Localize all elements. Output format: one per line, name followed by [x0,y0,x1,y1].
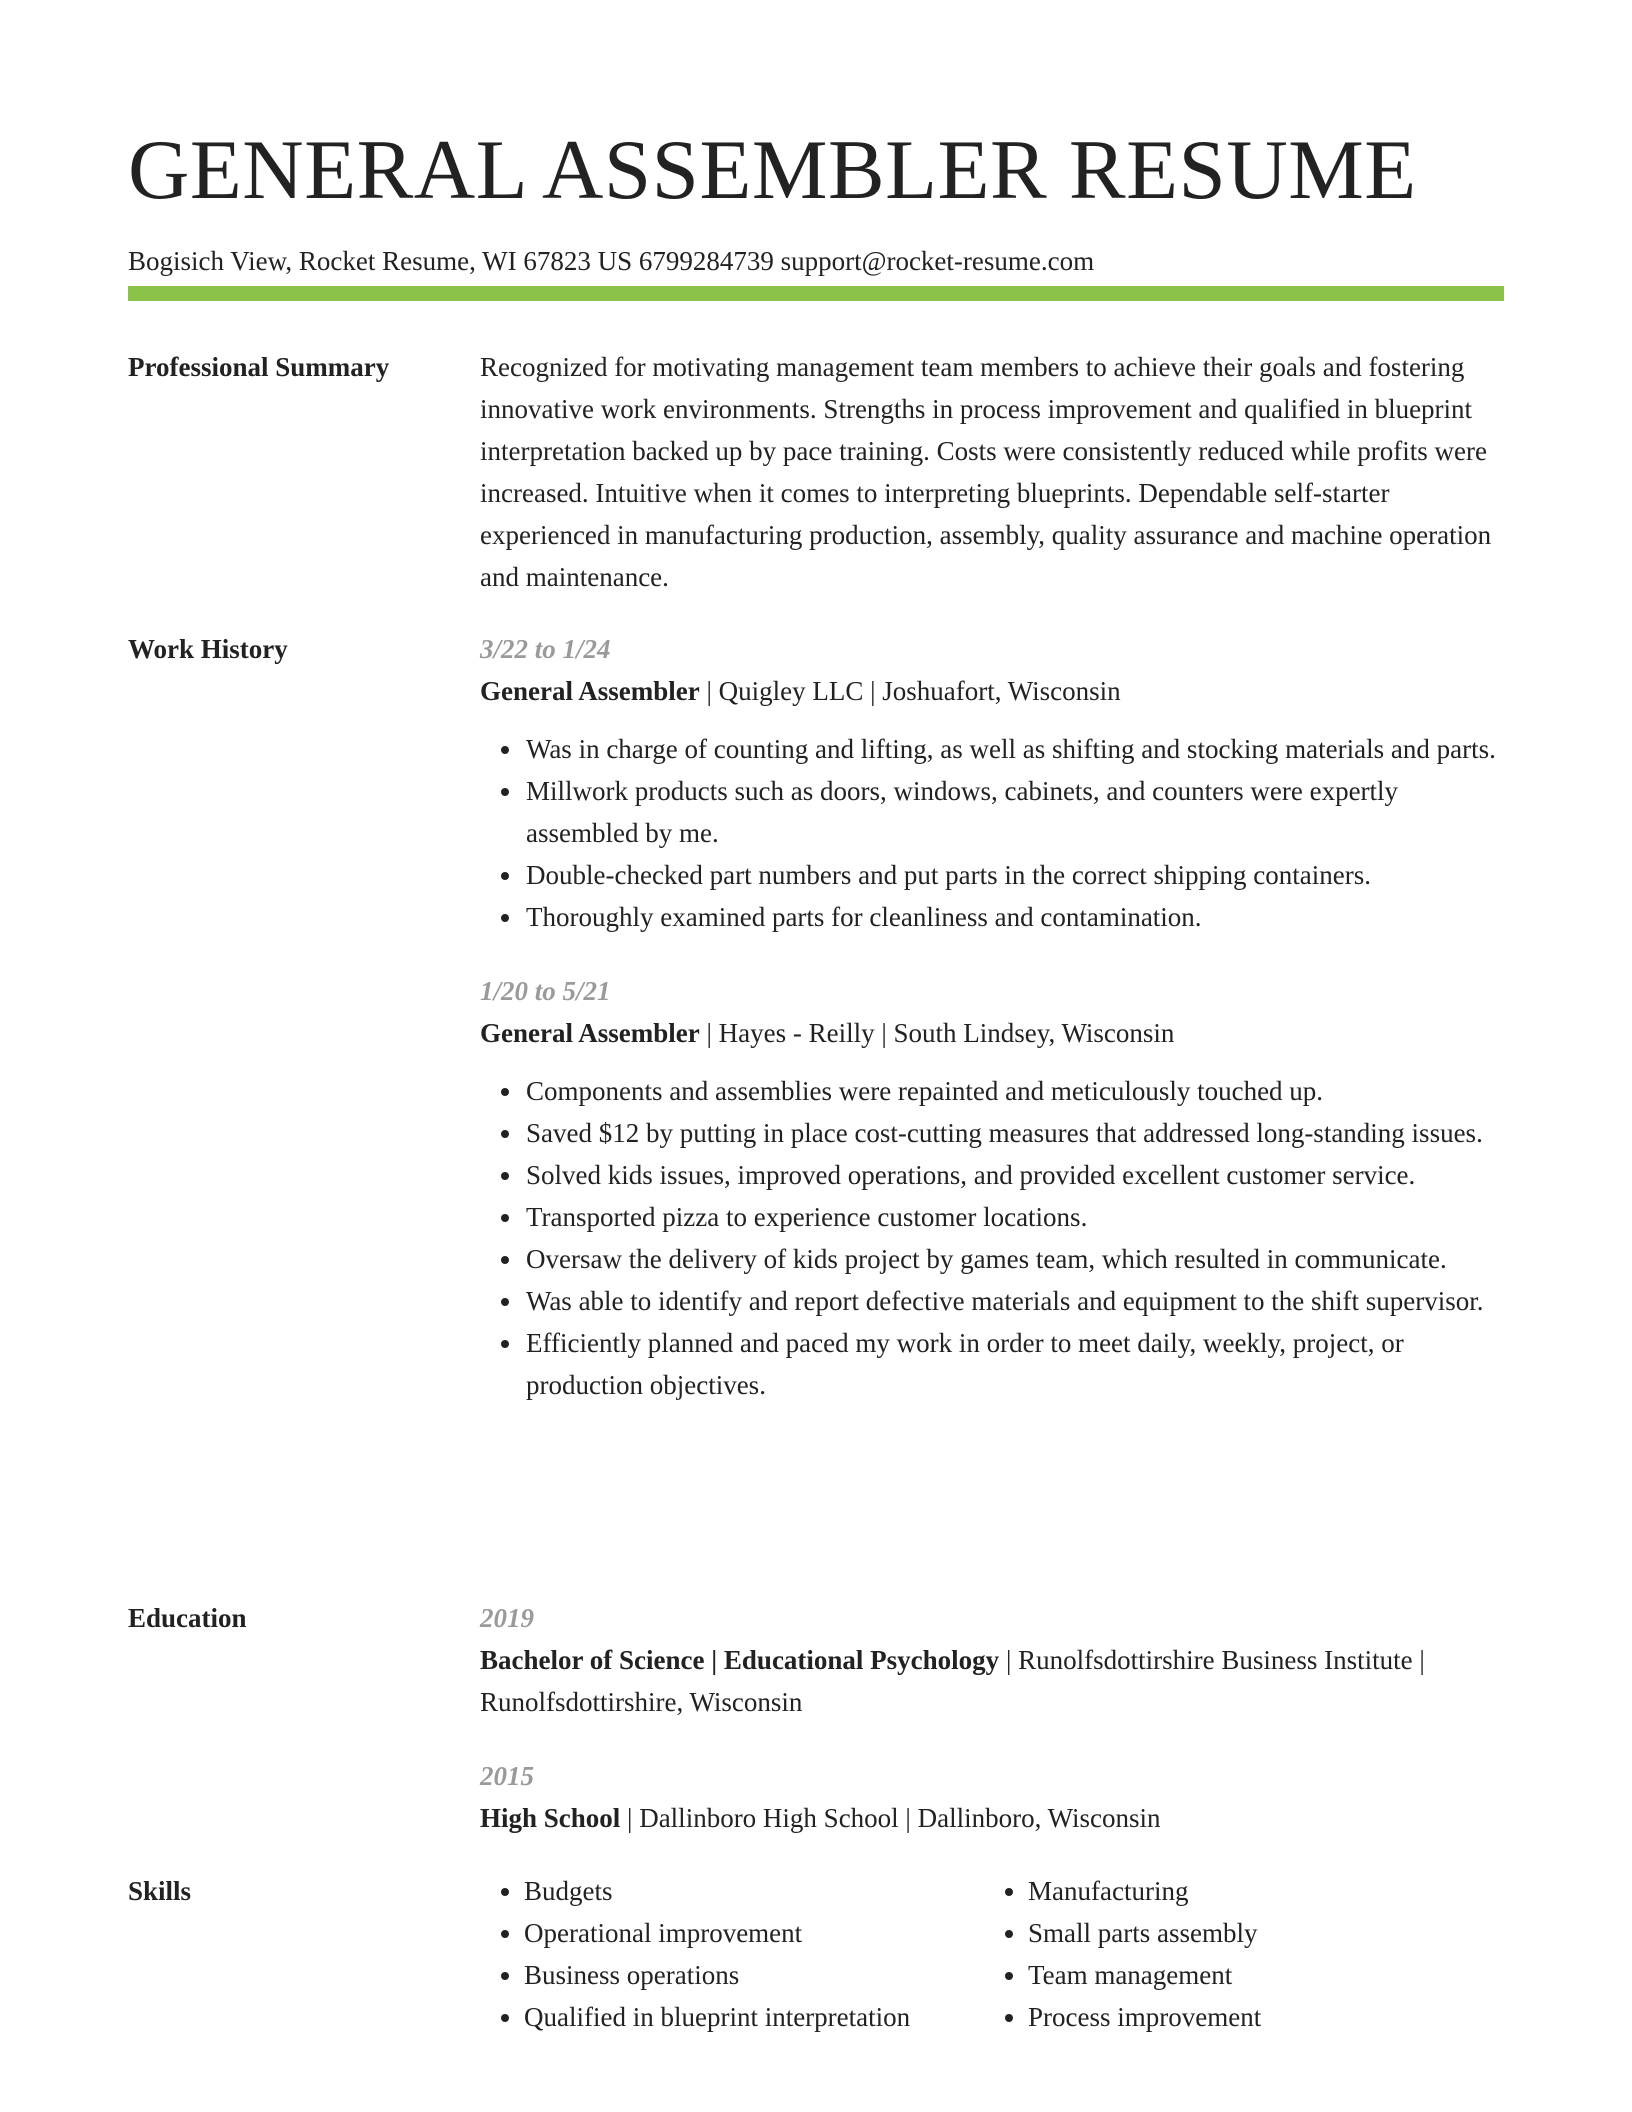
education-entry [480,1597,1504,1723]
job-bullet: • Components and assemblies were repainted and meticulously touched up. [524,1070,1504,1112]
job-bullet: • Double-checked part numbers and put parts in the correct shipping containers. [524,854,1504,896]
skill-item: • Business operations [524,1954,984,1996]
job-bullets [480,1070,1504,1406]
work-history-body [480,628,1504,1438]
job-bullet: • Was in charge of counting and lifting, as well as shifting and stocking materials and parts. [524,728,1504,770]
summary-text: Recognized for motivating management team members to achieve their goals and fostering innovative work environments. Strengths in process improvement and qualified in blueprint interpretation backed up by pace training. Costs were consistently reduced while profits were increased. Intuitive when it comes to interpreting blueprints. Dependable self-starter experienced in manufacturing production, assembly, quality assurance and machine operation and maintenance. [480,352,1492,592]
summary-heading: Professional Summary [128,352,390,382]
job-bullet: • Oversaw the delivery of kids project by games team, which resulted in communicate. [524,1238,1504,1280]
education-line [480,1797,1504,1839]
job-bullet: • Solved kids issues, improved operations, and provided excellent customer service. [524,1154,1504,1196]
education-year: 2015 [480,1761,534,1791]
job-details: | Quigley LLC | Joshuafort, Wisconsin [699,676,1121,706]
job-entry [480,628,1504,938]
education-degree: High School [480,1803,621,1833]
job-bullet: • Saved $12 by putting in place cost-cutting measures that addressed long-standing issues. [524,1112,1504,1154]
contact-line: Bogisich View, Rocket Resume, WI 67823 US 6799284739 support@rocket-resume.com [128,246,1095,276]
job-entry [480,970,1504,1406]
job-bullet: • Efficiently planned and paced my work in order to meet daily, weekly, project, or production objectives. [524,1322,1504,1406]
job-dates: 3/22 to 1/24 [480,634,611,664]
education-line [480,1639,1504,1723]
resume-title: GENERAL ASSEMBLER RESUME [128,123,1417,217]
job-bullets [480,728,1504,938]
education-details: | Dallinboro High School | Dallinboro, Wisconsin [620,1803,1161,1833]
skills-grid [480,1870,1504,2038]
skill-item: • Manufacturing [1028,1870,1488,1912]
job-dates: 1/20 to 5/21 [480,976,611,1006]
job-title: General Assembler [480,1018,700,1048]
accent-divider [128,286,1504,301]
skills-body [480,1870,1504,2038]
skills-heading: Skills [128,1876,192,1906]
summary-body [480,346,1504,598]
job-title: General Assembler [480,676,700,706]
education-body [480,1597,1504,1871]
job-bullet: • Thoroughly examined parts for cleanliness and contamination. [524,896,1504,938]
job-details: | Hayes - Reilly | South Lindsey, Wisconsin [699,1018,1175,1048]
education-details: | Runolfsdottirshire Business Institute | Runolfsdottirshire, Wisconsin [480,1645,1425,1717]
work-history-heading: Work History [128,634,288,664]
skill-item: • Small parts assembly [1028,1912,1488,1954]
skill-item: • Process improvement [1028,1996,1488,2038]
skill-item: • Team management [1028,1954,1488,1996]
education-degree: Bachelor of Science | Educational Psychology [480,1645,1000,1675]
resume-header [128,120,1504,277]
skill-item: • Budgets [524,1870,984,1912]
skills-list-left [480,1870,984,2038]
job-bullet: • Was able to identify and report defective materials and equipment to the shift supervisor. [524,1280,1504,1322]
job-bullet: • Millwork products such as doors, windows, cabinets, and counters were expertly assembled by me. [524,770,1504,854]
job-role-line [480,1012,1504,1054]
skill-item: • Qualified in blueprint interpretation [524,1996,984,2038]
skill-item: • Operational improvement [524,1912,984,1954]
skills-list-right [984,1870,1488,2038]
education-entry [480,1755,1504,1839]
education-heading: Education [128,1603,247,1633]
job-bullet: • Transported pizza to experience customer locations. [524,1196,1504,1238]
education-year: 2019 [480,1603,534,1633]
job-role-line [480,670,1504,712]
